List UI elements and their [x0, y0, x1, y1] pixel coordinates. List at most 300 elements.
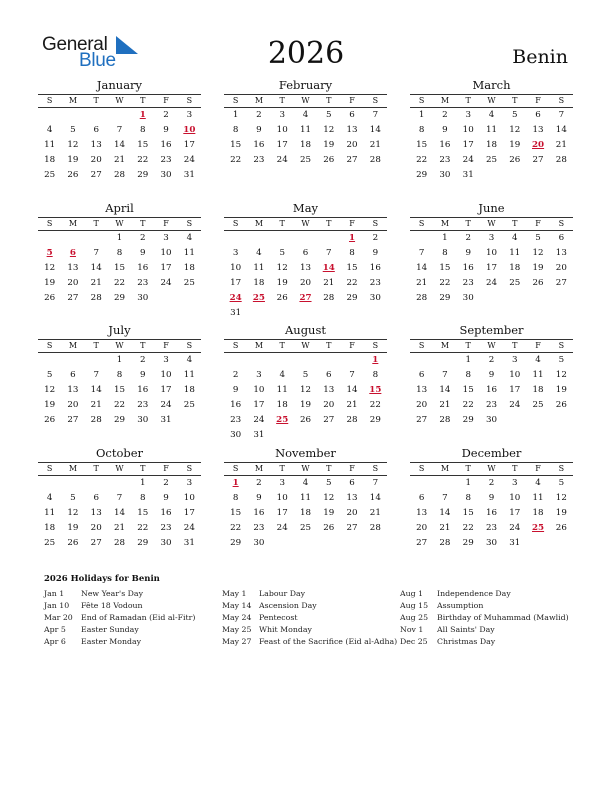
empty-day-cell — [410, 353, 433, 368]
day-cell: 28 — [323, 293, 335, 303]
weekday-label: W — [115, 341, 124, 350]
week-row — [224, 398, 387, 413]
weekday-header — [224, 217, 387, 231]
empty-day-cell — [85, 231, 108, 246]
day-cell: 9 — [256, 493, 262, 503]
day-cell: 26 — [323, 523, 335, 533]
month-february — [224, 79, 387, 168]
empty-day-cell — [154, 291, 177, 306]
day-cell: 11 — [183, 370, 195, 380]
day-cell: 31 — [183, 170, 195, 180]
day-cell: 3 — [256, 370, 262, 380]
day-cell: 26 — [67, 538, 79, 548]
weekday-label: T — [93, 341, 99, 350]
weekday-label: S — [558, 464, 565, 473]
month-name: February — [278, 78, 333, 92]
day-cell: 28 — [439, 415, 451, 425]
day-cell: 8 — [140, 493, 146, 503]
day-cell: 30 — [439, 170, 451, 180]
empty-day-cell — [247, 353, 270, 368]
month-september — [410, 324, 573, 428]
day-cell: 29 — [230, 538, 242, 548]
day-cell: 23 — [160, 155, 172, 165]
weekday-label: S — [46, 219, 53, 228]
day-cell: 4 — [279, 370, 285, 380]
day-cell: 27 — [416, 538, 428, 548]
empty-day-cell — [410, 231, 433, 246]
weekday-label: S — [232, 96, 239, 105]
month-august — [224, 324, 387, 443]
weekday-header — [224, 339, 387, 353]
day-cell: 23 — [253, 155, 265, 165]
weekday-header — [38, 339, 201, 353]
day-cell: 28 — [439, 538, 451, 548]
day-cell: 16 — [230, 400, 242, 410]
day-cell: 26 — [299, 415, 312, 425]
day-cell: 31 — [462, 170, 474, 180]
week-row — [224, 428, 387, 443]
day-cell: 12 — [323, 125, 335, 135]
day-cell: 18 — [44, 155, 56, 165]
day-cell: 28 — [416, 293, 428, 303]
day-cell: 10 — [160, 248, 172, 258]
empty-day-cell — [38, 231, 61, 246]
day-cell: 16 — [485, 508, 498, 518]
weekday-label: T — [279, 96, 285, 105]
day-cell: 11 — [532, 493, 544, 503]
weekday-label: S — [46, 96, 53, 105]
day-cell: 5 — [302, 370, 309, 380]
weekday-label: M — [68, 341, 78, 350]
holiday-name: All Saints' Day — [437, 625, 495, 634]
weekday-label: F — [163, 464, 169, 473]
day-cell: 5 — [70, 493, 76, 503]
weekday-label: T — [465, 341, 471, 350]
day-cell: 20 — [299, 278, 312, 288]
holiday-date: Jan 10 — [44, 601, 70, 610]
day-cell: 29 — [346, 293, 358, 303]
empty-day-cell — [85, 353, 108, 368]
weekday-label: M — [440, 341, 450, 350]
month-december — [410, 447, 573, 551]
weekday-label: S — [186, 96, 193, 105]
month-name: December — [461, 446, 522, 460]
empty-day-cell — [294, 306, 317, 321]
day-cell: 17 — [160, 385, 172, 395]
holiday-name: Easter Sunday — [81, 625, 139, 634]
day-cell: 7 — [418, 248, 425, 258]
day-cell: 16 — [137, 385, 149, 395]
day-cell: 3 — [279, 110, 285, 120]
day-cell: 19 — [323, 140, 335, 150]
day-cell: 23 — [369, 278, 381, 288]
day-cell: 23 — [485, 523, 498, 533]
day-cell: 30 — [485, 415, 498, 425]
empty-day-cell — [294, 428, 317, 443]
day-cell: 29 — [137, 170, 149, 180]
holiday-name: Assumption — [437, 601, 484, 610]
holiday-date: May 27 — [222, 637, 252, 646]
day-cell: 2 — [488, 355, 495, 365]
day-cell: 20 — [555, 263, 567, 273]
day-cell: 13 — [555, 248, 567, 258]
week-row — [410, 108, 573, 123]
day-cell: 1 — [232, 110, 239, 120]
day-cell: 25 — [183, 400, 195, 410]
week-row — [224, 491, 387, 506]
day-cell: 16 — [137, 263, 149, 273]
empty-day-cell — [317, 536, 340, 551]
day-cell: 18 — [532, 508, 544, 518]
holiday-date: Aug 1 — [400, 589, 424, 598]
day-cell: 3 — [512, 355, 518, 365]
day-cell: 11 — [44, 508, 56, 518]
holiday-entry — [400, 612, 577, 624]
month-november — [224, 447, 387, 551]
holiday-entry — [222, 600, 399, 612]
holiday-date: Aug 15 — [400, 601, 429, 610]
day-cell: 7 — [93, 248, 99, 258]
empty-day-cell — [364, 536, 387, 551]
day-cell: 26 — [509, 155, 521, 165]
day-cell: 10 — [183, 493, 195, 503]
weekday-label: S — [46, 464, 53, 473]
day-cell: 20 — [90, 155, 102, 165]
empty-day-cell — [271, 231, 294, 246]
day-cell: 6 — [349, 478, 355, 488]
empty-day-cell — [550, 536, 573, 551]
day-cell: 17 — [509, 508, 521, 518]
empty-day-cell — [480, 291, 503, 306]
day-cell: 4 — [186, 233, 193, 243]
day-cell: 6 — [70, 370, 76, 380]
day-cell: 4 — [302, 110, 309, 120]
day-cell: 16 — [485, 385, 498, 395]
month-name: April — [105, 201, 134, 215]
empty-day-cell — [433, 476, 456, 491]
day-cell: 21 — [113, 523, 126, 533]
holiday-date: May 14 — [222, 601, 252, 610]
weekday-label: F — [163, 341, 169, 350]
week-row — [38, 521, 201, 536]
holiday-entry — [222, 588, 399, 600]
day-cell: 15 — [346, 263, 358, 273]
logo-word-blue: Blue — [79, 50, 116, 71]
day-cell: 10 — [509, 370, 521, 380]
week-row — [224, 231, 387, 246]
day-cell: 25 — [299, 155, 312, 165]
weekday-label: F — [535, 96, 541, 105]
day-cell: 17 — [230, 278, 242, 288]
weekday-label: F — [535, 219, 541, 228]
day-cell: 24 — [462, 155, 474, 165]
day-cell: 3 — [186, 110, 193, 120]
day-cell: 22 — [346, 278, 358, 288]
day-cell: 16 — [253, 508, 265, 518]
weekday-label: W — [115, 219, 124, 228]
empty-day-cell — [364, 428, 387, 443]
day-cell: 1 — [465, 355, 471, 365]
week-row — [38, 108, 201, 123]
day-cell: 10 — [276, 125, 288, 135]
day-cell: 8 — [116, 370, 123, 380]
day-cell: 3 — [232, 248, 239, 258]
week-row — [38, 153, 201, 168]
day-cell: 18 — [253, 278, 265, 288]
day-cell: 1 — [116, 355, 123, 365]
weekday-label: W — [487, 96, 496, 105]
day-cell: 9 — [163, 493, 169, 503]
weekday-label: M — [254, 464, 264, 473]
empty-day-cell — [85, 108, 108, 123]
weekday-label: M — [440, 464, 450, 473]
week-row — [410, 491, 573, 506]
week-row — [38, 476, 201, 491]
empty-day-cell — [271, 536, 294, 551]
day-cell: 13 — [90, 508, 102, 518]
weekday-header — [38, 217, 201, 231]
day-cell: 16 — [462, 263, 474, 273]
day-cell: 2 — [232, 370, 239, 380]
day-cell: 14 — [439, 508, 451, 518]
weekday-label: W — [487, 464, 496, 473]
logo-word-general: General — [42, 34, 108, 55]
day-cell: 6 — [418, 370, 425, 380]
day-cell: 9 — [465, 248, 471, 258]
weekday-label: W — [487, 219, 496, 228]
day-cell: 26 — [323, 155, 335, 165]
day-cell: 7 — [372, 478, 379, 488]
weekday-label: T — [512, 96, 518, 105]
day-cell: 30 — [137, 415, 149, 425]
day-cell: 18 — [183, 263, 195, 273]
day-cell: 17 — [276, 140, 288, 150]
empty-day-cell — [271, 428, 294, 443]
day-cell: 18 — [276, 400, 288, 410]
month-january — [38, 79, 201, 183]
day-cell: 26 — [67, 170, 79, 180]
weekday-label: M — [440, 219, 450, 228]
day-cell: 17 — [183, 140, 195, 150]
day-cell: 10 — [485, 248, 498, 258]
day-cell: 26 — [44, 293, 56, 303]
empty-day-cell — [38, 108, 61, 123]
day-cell: 24 — [183, 155, 195, 165]
holiday-date: May 24 — [222, 613, 252, 622]
holiday-entry — [44, 636, 221, 648]
day-cell: 6 — [418, 493, 425, 503]
day-cell: 24 — [160, 400, 172, 410]
day-cell: 24 — [485, 278, 498, 288]
day-cell: 11 — [485, 125, 498, 135]
day-cell: 7 — [116, 125, 123, 135]
day-cell: 7 — [349, 370, 355, 380]
day-cell: 20 — [323, 400, 335, 410]
day-cell: 29 — [137, 538, 149, 548]
day-cell: 15 — [137, 508, 149, 518]
week-row — [38, 261, 201, 276]
day-cell: 12 — [299, 385, 312, 395]
weekday-header — [410, 339, 573, 353]
day-cell: 28 — [113, 538, 126, 548]
empty-day-cell — [108, 108, 131, 123]
empty-day-cell — [247, 231, 270, 246]
weekday-header — [38, 462, 201, 476]
month-name: June — [478, 201, 505, 215]
day-cell: 7 — [116, 493, 123, 503]
holiday-name: End of Ramadan (Eid al-Fitr) — [81, 613, 196, 622]
weekday-label: T — [279, 341, 285, 350]
week-row — [224, 353, 387, 368]
weekday-label: T — [465, 96, 471, 105]
day-cell: 24 — [160, 278, 172, 288]
day-cell: 19 — [299, 400, 312, 410]
empty-day-cell — [38, 353, 61, 368]
day-cell: 11 — [44, 140, 56, 150]
weekday-label: S — [372, 341, 379, 350]
day-cell: 2 — [140, 233, 146, 243]
day-cell: 18 — [299, 140, 312, 150]
day-cell: 22 — [369, 400, 381, 410]
day-cell: 13 — [416, 385, 428, 395]
day-cell: 13 — [416, 508, 428, 518]
day-cell: 17 — [485, 263, 498, 273]
day-cell: 29 — [416, 170, 428, 180]
day-cell: 2 — [256, 110, 262, 120]
week-row — [224, 291, 387, 306]
day-cell: 25 — [532, 400, 544, 410]
day-cell: 27 — [532, 155, 544, 165]
holiday-date: Nov 1 — [400, 625, 424, 634]
day-cell: 29 — [439, 293, 451, 303]
week-row — [38, 491, 201, 506]
weekday-label: T — [140, 341, 146, 350]
day-cell: 7 — [442, 493, 448, 503]
day-cell: 1 — [442, 233, 448, 243]
day-cell: 6 — [93, 493, 99, 503]
day-cell: 23 — [160, 523, 172, 533]
week-row — [410, 398, 573, 413]
week-row — [410, 123, 573, 138]
holiday-day-cell: 5 — [46, 248, 53, 258]
weekday-label: T — [140, 464, 146, 473]
holiday-day-cell: 25 — [532, 523, 545, 533]
day-cell: 5 — [558, 355, 565, 365]
day-cell: 21 — [416, 278, 428, 288]
weekday-label: T — [326, 464, 332, 473]
day-cell: 26 — [555, 400, 567, 410]
day-cell: 13 — [346, 493, 358, 503]
day-cell: 6 — [558, 233, 565, 243]
weekday-label: S — [558, 341, 565, 350]
holiday-name: Easter Monday — [81, 637, 142, 646]
empty-day-cell — [550, 413, 573, 428]
day-cell: 14 — [555, 125, 567, 135]
holiday-entry — [400, 588, 577, 600]
day-cell: 3 — [279, 478, 285, 488]
weekday-label: T — [93, 219, 99, 228]
day-cell: 15 — [113, 385, 126, 395]
day-cell: 8 — [418, 125, 425, 135]
day-cell: 2 — [488, 478, 495, 488]
day-cell: 28 — [90, 415, 102, 425]
day-cell: 13 — [299, 263, 312, 273]
week-row — [38, 276, 201, 291]
day-cell: 18 — [509, 263, 521, 273]
week-row — [38, 138, 201, 153]
day-cell: 4 — [46, 493, 53, 503]
day-cell: 12 — [44, 263, 56, 273]
empty-day-cell — [317, 353, 340, 368]
empty-day-cell — [61, 353, 84, 368]
week-row — [38, 123, 201, 138]
day-cell: 5 — [279, 248, 285, 258]
weekday-label: T — [465, 219, 471, 228]
day-cell: 31 — [509, 538, 521, 548]
day-cell: 25 — [485, 155, 498, 165]
month-name: May — [292, 201, 319, 215]
week-row — [224, 246, 387, 261]
day-cell: 20 — [416, 523, 428, 533]
weekday-label: W — [115, 464, 124, 473]
day-cell: 17 — [160, 263, 172, 273]
weekday-label: M — [68, 219, 78, 228]
week-row — [410, 291, 573, 306]
day-cell: 25 — [44, 170, 56, 180]
day-cell: 29 — [113, 415, 126, 425]
day-cell: 24 — [183, 523, 195, 533]
month-october — [38, 447, 201, 551]
day-cell: 9 — [256, 125, 262, 135]
day-cell: 2 — [256, 478, 262, 488]
month-name: November — [275, 446, 336, 460]
empty-day-cell — [38, 476, 61, 491]
day-cell: 27 — [67, 415, 79, 425]
empty-day-cell — [294, 536, 317, 551]
day-cell: 14 — [90, 263, 102, 273]
holiday-date: May 25 — [222, 625, 252, 634]
day-cell: 29 — [462, 538, 474, 548]
holiday-day-cell: 25 — [252, 293, 265, 303]
holiday-day-cell: 15 — [369, 385, 382, 395]
day-cell: 16 — [439, 140, 451, 150]
week-row — [410, 413, 573, 428]
holiday-day-cell: 14 — [322, 263, 335, 273]
day-cell: 10 — [230, 263, 242, 273]
day-cell: 9 — [140, 370, 146, 380]
day-cell: 11 — [253, 263, 265, 273]
day-cell: 19 — [67, 155, 79, 165]
week-row — [224, 123, 387, 138]
empty-day-cell — [294, 353, 317, 368]
day-cell: 12 — [67, 140, 79, 150]
day-cell: 6 — [326, 370, 332, 380]
month-name: September — [459, 323, 524, 337]
day-cell: 9 — [372, 248, 379, 258]
week-row — [224, 413, 387, 428]
weekday-label: T — [326, 219, 332, 228]
day-cell: 28 — [113, 170, 126, 180]
day-cell: 22 — [439, 278, 451, 288]
day-cell: 18 — [44, 523, 56, 533]
weekday-header — [410, 462, 573, 476]
holiday-date: Aug 25 — [400, 613, 429, 622]
day-cell: 4 — [46, 125, 53, 135]
day-cell: 5 — [70, 125, 76, 135]
holiday-day-cell: 1 — [372, 355, 379, 365]
day-cell: 12 — [532, 248, 544, 258]
week-row — [38, 246, 201, 261]
